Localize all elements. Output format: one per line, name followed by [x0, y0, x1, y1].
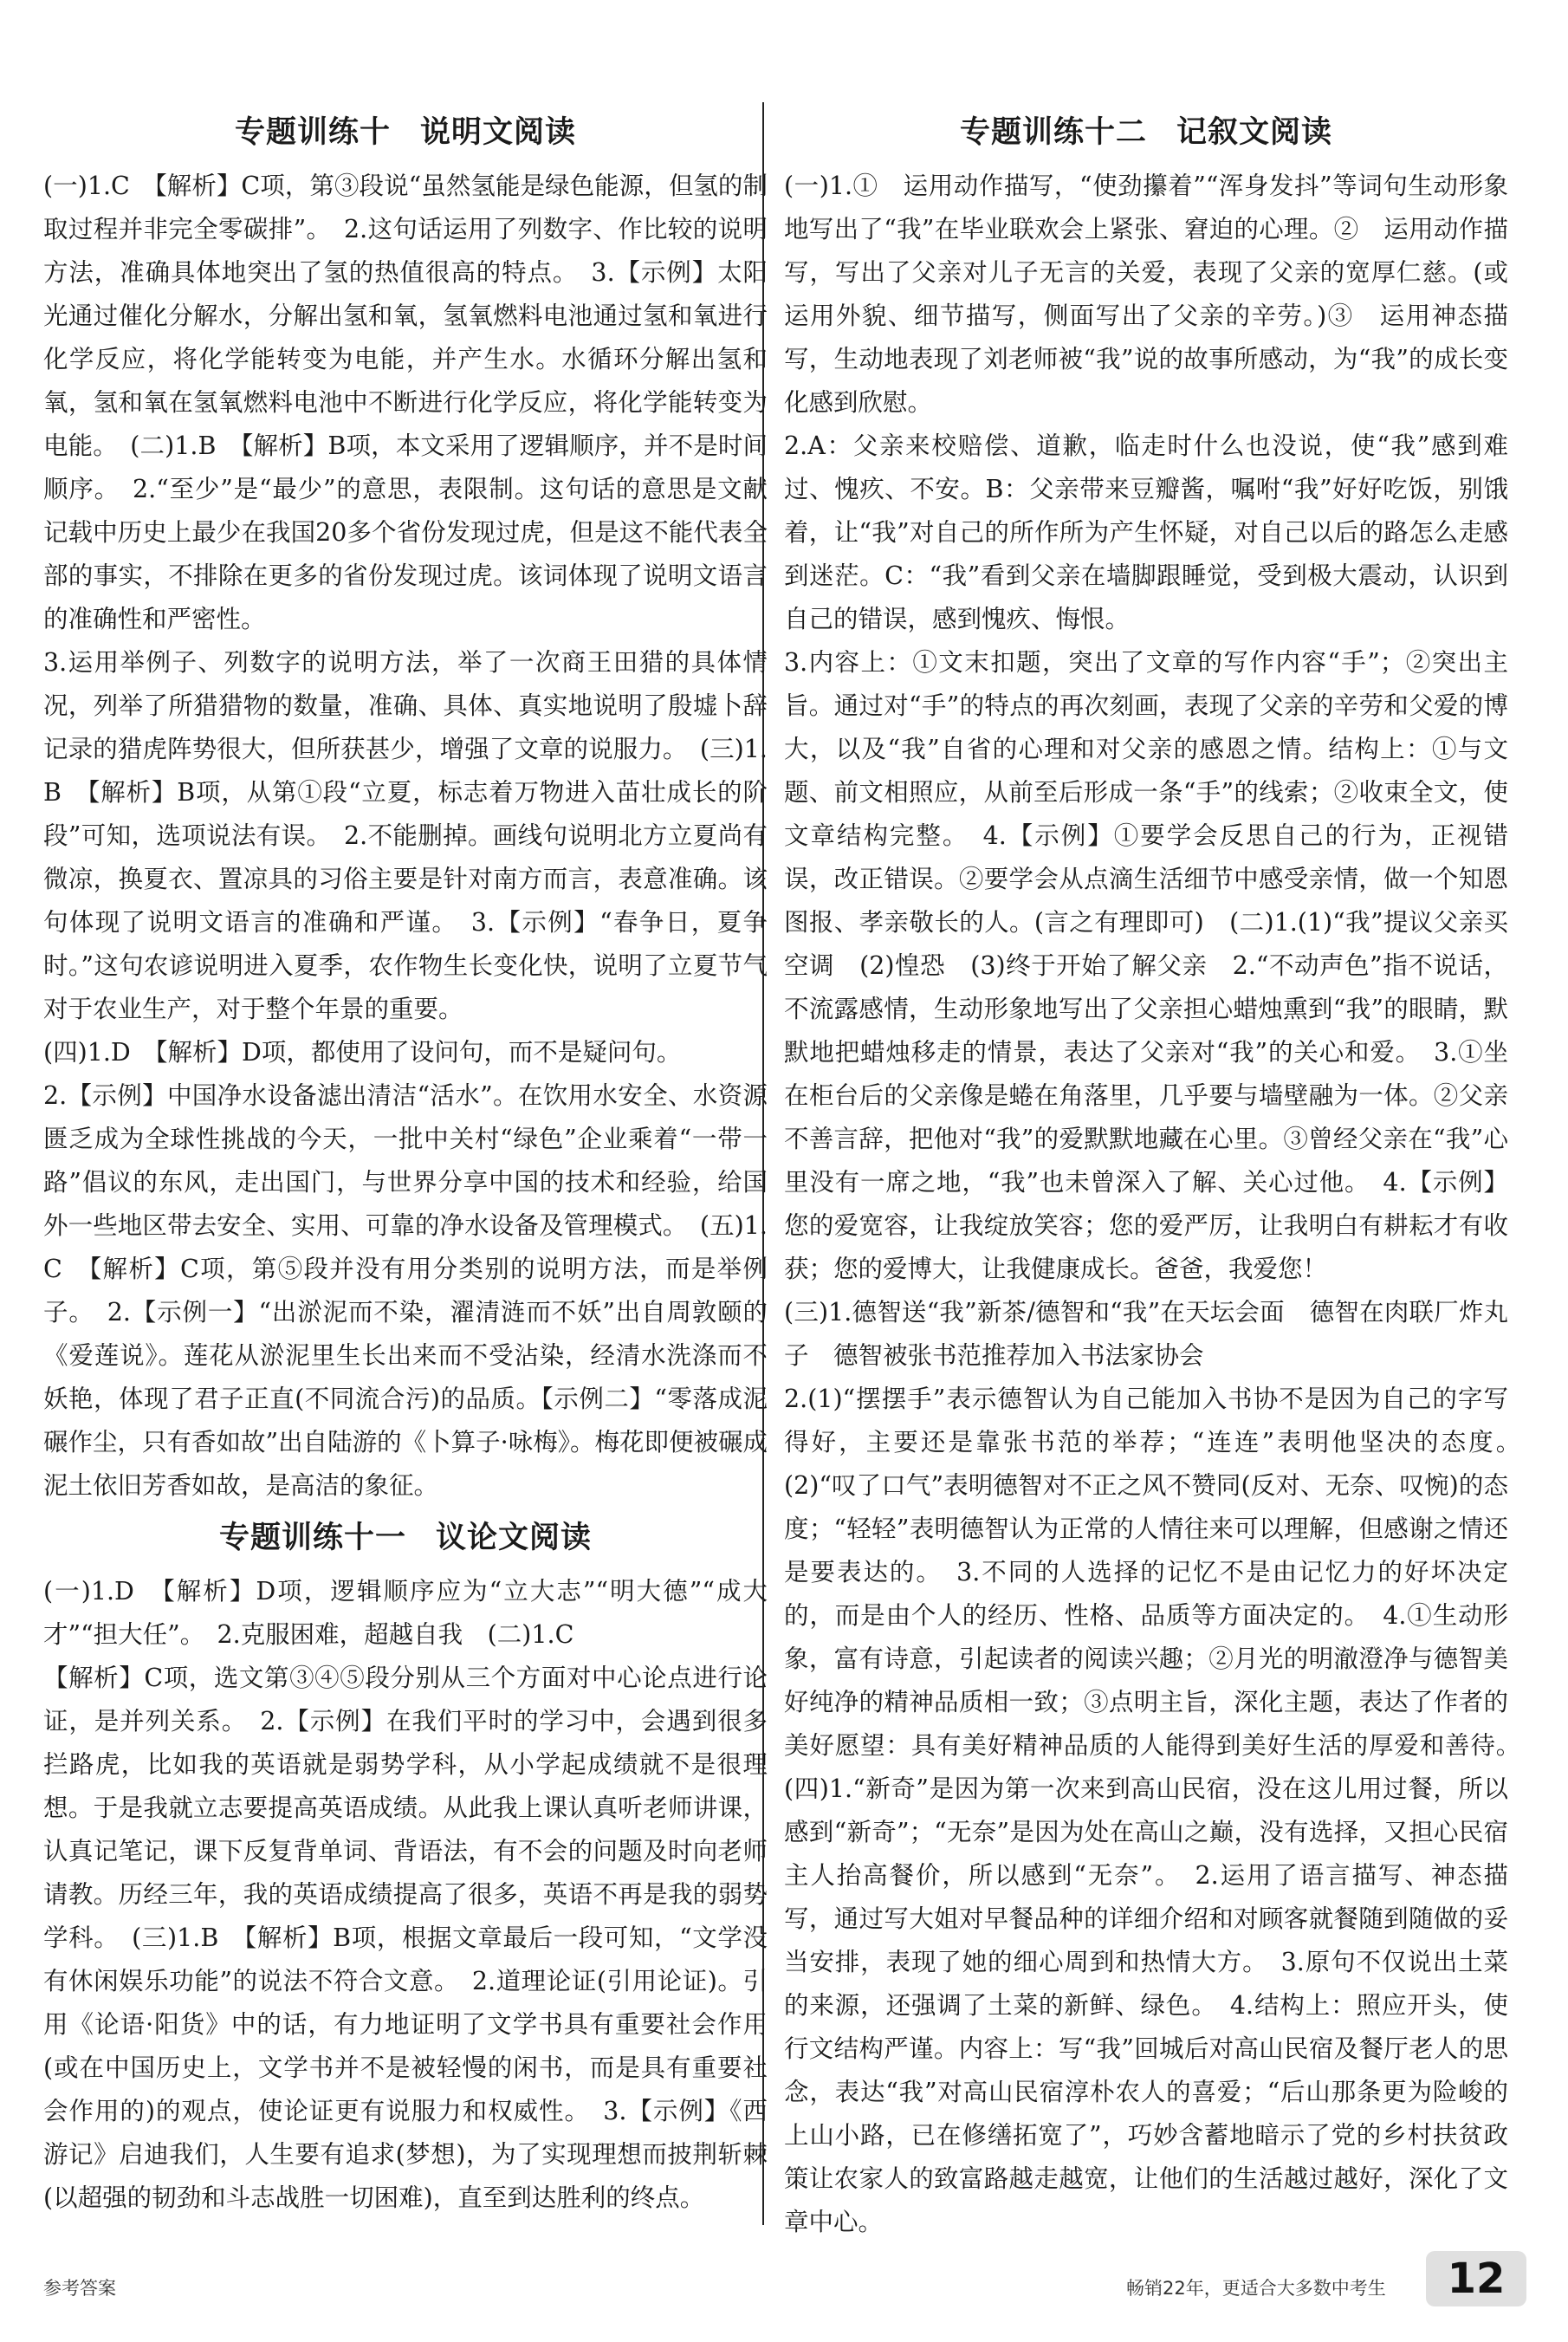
section12-paragraph: (三)1.德智送“我”新茶/德智和“我”在天坛会面 德智在肉联厂炸丸子 德智被张书范推荐加入书法家协会 — [784, 1298, 1508, 1370]
section12-paragraph: 2.A：父亲来校赔偿、道歉，临走时什么也没说，使“我”感到难过、愧疚、不安。B：父亲带来豆瓣酱，嘱咐“我”好好吃饭，别饿着，让“我”对自己的所作所为产生怀疑，对自己以后的路怎么走感到迷茫。C：“我”看到父亲在墙脚跟睡觉，受到极大震动，认识到自己的错误，感到愧疚、悔恨。 — [784, 431, 1508, 633]
section12-paragraph: 2.(1)“摆摆手”表示德智认为自己能加入书协不是因为自己的字写得好，主要还是靠张书范的举荐；“连连”表明他坚决的态度。 (2)“叹了口气”表明德智对不正之风不赞同(反对、无奈、叹惋)的态度；“轻轻”表明德智认为正常的人情往来可以理解，但感谢之情还是要表达的。 3.不同的人选择的记忆不是由记忆力的好坏决定的，而是由个人的经历、性格、品质等方面决定的。 4.①生动形象，富有诗意，引起读者的阅读兴趣；②月光的明澈澄净与德智美好纯净的精神品质相一致；③点明主旨，深化主题，表达了作者的美好愿望：具有美好精神品质的人能得到美好生活的厚爱和善待。 (四)1.“新奇”是因为第一次来到高山民宿，没在这儿用过餐，所以感到“新奇”；“无奈”是因为处在高山之巅，没有选择，又担心民宿主人抬高餐价，所以感到“无奈”。 2.运用了语言描写、神态描写，通过写大姐对早餐品种的详细介绍和对顾客就餐随到随做的妥当安排，表现了她的细心周到和热情大方。 3.原句不仅说出土菜的来源，还强调了土菜的新鲜、绿色。 4.结构上：照应开头，使行文结构严谨。内容上：写“我”回城后对高山民宿及餐厅老人的思念，表达“我”对高山民宿淳朴农人的喜爱；“后山那条更为险峻的上山小路，已在修缮拓宽了”，巧妙含蓄地暗示了党的乡村扶贫政策让农家人的致富路越走越宽，让他们的生活越过越好，深化了文章中心。 — [784, 1385, 1533, 2236]
right-column — [784, 102, 1533, 2244]
section-title-10-main: 专题训练十 — [234, 115, 391, 150]
footer-slogan: 畅销22年，更适合大多数中考生 — [1126, 2278, 1386, 2299]
section-title-11-main: 专题训练十一 — [218, 1521, 406, 1555]
section-title-11-sub: 议论文阅读 — [436, 1521, 593, 1555]
section-title-12-main: 专题训练十二 — [959, 115, 1147, 150]
section10-paragraph: 2.【示例】中国净水设备滤出清洁“活水”。在饮用水安全、水资源匮乏成为全球性挑战的今天，一批中关村“绿色”企业乘着“一带一路”倡议的东风，走出国门，与世界分享中国的技术和经验，给国外一些地区带去安全、实用、可靠的净水设备及管理模式。 (五)1.C 【解析】C项，第⑤段并没有用分类别的说明方法，而是举例子。 2.【示例一】“出淤泥而不染，濯清涟而不妖”出自周敦颐的《爱莲说》。莲花从淤泥里生长出来而不受沾染，经清水洗涤而不妖艳，体现了君子正直(不同流合污)的品质。【示例二】“零落成泥碾作尘，只有香如故”出自陆游的《卜算子·咏梅》。梅花即便被碾成泥土依旧芳香如故，是高洁的象征。 — [43, 1081, 768, 1500]
section-title-12 — [784, 111, 1508, 154]
section-title-10-sub: 说明文阅读 — [420, 115, 577, 150]
section11-paragraph: (一)1.D 【解析】D项，逻辑顺序应为“立大志”“明大德”“成大才”“担大任”。 2.克服困难，超越自我 (二)1.C — [43, 1577, 768, 1649]
section10-paragraph: (一)1.C 【解析】C项，第③段说“虽然氢能是绿色能源，但氢的制取过程并非完全零碳排”。 2.这句话运用了列数字、作比较的说明方法，准确具体地突出了氢的热值很高的特点。 3.【示例】太阳光通过催化分解水，分解出氢和氧，氢氧燃料电池通过氢和氧进行化学反应，将化学能转变为电能，并产生水。水循环分解出氢和氧，氢和氧在氢氧燃料电池中不断进行化学反应，将化学能转变为电能。 (二)1.B 【解析】B项，本文采用了逻辑顺序，并不是时间顺序。 2.“至少”是“最少”的意思，表限制。这句话的意思是文献记载中历史上最少在我国20多个省份发现过虎，但是这不能代表全部的事实，不排除在更多的省份发现过虎。该词体现了说明文语言的准确性和严密性。 — [43, 172, 768, 633]
section-title-10 — [43, 111, 768, 154]
left-column — [43, 102, 768, 2220]
section12-paragraph: 3.内容上：①文末扣题，突出了文章的写作内容“手”；②突出主旨。通过对“手”的特点的再次刻画，表现了父亲的辛劳和父爱的博大，以及“我”自省的心理和对父亲的感恩之情。结构上：①与文题、前文相照应，从前至后形成一条“手”的线索；②收束全文，使文章结构完整。 4.【示例】①要学会反思自己的行为，正视错误，改正错误。②要学会从点滴生活细节中感受亲情，做一个知恩图报、孝亲敬长的人。(言之有理即可) (二)1.(1)“我”提议父亲买空调 (2)惶恐 (3)终于开始了解父亲 2.“不动声色”指不说话，不流露感情，生动形象地写出了父亲担心蜡烛熏到“我”的眼睛，默默地把蜡烛移走的情景，表达了父亲对“我”的关心和爱。 3.①坐在柜台后的父亲像是蜷在角落里，几乎要与墙壁融为一体。②父亲不善言辞，把他对“我”的爱默默地藏在心里。③曾经父亲在“我”心里没有一席之地，“我”也未曾深入了解、关心过他。 4.【示例】您的爱宽容，让我绽放笑容；您的爱严厉，让我明白有耕耘才有收获；您的爱博大，让我健康成长。爸爸，我爱您！ — [784, 648, 1508, 1283]
section12-paragraph: (一)1.① 运用动作描写，“使劲攥着”“浑身发抖”等词句生动形象地写出了“我”在毕业联欢会上紧张、窘迫的心理。② 运用动作描写，写出了父亲对儿子无言的关爱，表现了父亲的宽厚仁慈。(或运用外貌、细节描写，侧面写出了父亲的辛劳。)③ 运用神态描写，生动地表现了刘老师被“我”说的故事所感动，为“我”的成长变化感到欣慰。 — [784, 172, 1508, 417]
section-title-12-sub: 记叙文阅读 — [1176, 115, 1333, 150]
section-title-11 — [43, 1516, 768, 1560]
page-number: 12 — [1426, 2251, 1526, 2306]
footer-left-label: 参考答案 — [43, 2278, 116, 2299]
section11-paragraph: 【解析】C项，选文第③④⑤段分别从三个方面对中心论点进行论证，是并列关系。 2.【示例】在我们平时的学习中，会遇到很多拦路虎，比如我的英语就是弱势学科，从小学起成绩就不是很理想。于是我就立志要提高英语成绩。从此我上课认真听老师讲课，认真记笔记，课下反复背单词、背语法，有不会的问题及时向老师请教。历经三年，我的英语成绩提高了很多，英语不再是我的弱势学科。 (三)1.B 【解析】B项，根据文章最后一段可知，“文学没有休闲娱乐功能”的说法不符合文意。 2.道理论证(引用论证)。引用《论语·阳货》中的话，有力地证明了文学书具有重要社会作用(或在中国历史上，文学书并不是被轻慢的闲书，而是具有重要社会作用的)的观点，使论证更有说服力和权威性。 3.【示例】《西游记》启迪我们，人生要有追求(梦想)，为了实现理想而披荆斩棘(以超强的韧劲和斗志战胜一切困难)，直至到达胜利的终点。 — [43, 1664, 768, 2212]
section10-paragraph: 3.运用举例子、列数字的说明方法，举了一次商王田猎的具体情况，列举了所猎猎物的数量，准确、具体、真实地说明了殷墟卜辞记录的猎虎阵势很大，但所获甚少，增强了文章的说服力。 (三)1.B 【解析】B项，从第①段“立夏，标志着万物进入苗壮成长的阶段”可知，选项说法有误。 2.不能删掉。画线句说明北方立夏尚有微凉，换夏衣、置凉具的习俗主要是针对南方而言，表意准确。该句体现了说明文语言的准确和严谨。 3.【示例】“春争日，夏争时。”这句农谚说明进入夏季，农作物生长变化快，说明了立夏节气对于农业生产，对于整个年景的重要。 — [43, 648, 768, 1023]
section10-paragraph: (四)1.D 【解析】D项，都使用了设问句，而不是疑问句。 — [43, 1038, 682, 1067]
